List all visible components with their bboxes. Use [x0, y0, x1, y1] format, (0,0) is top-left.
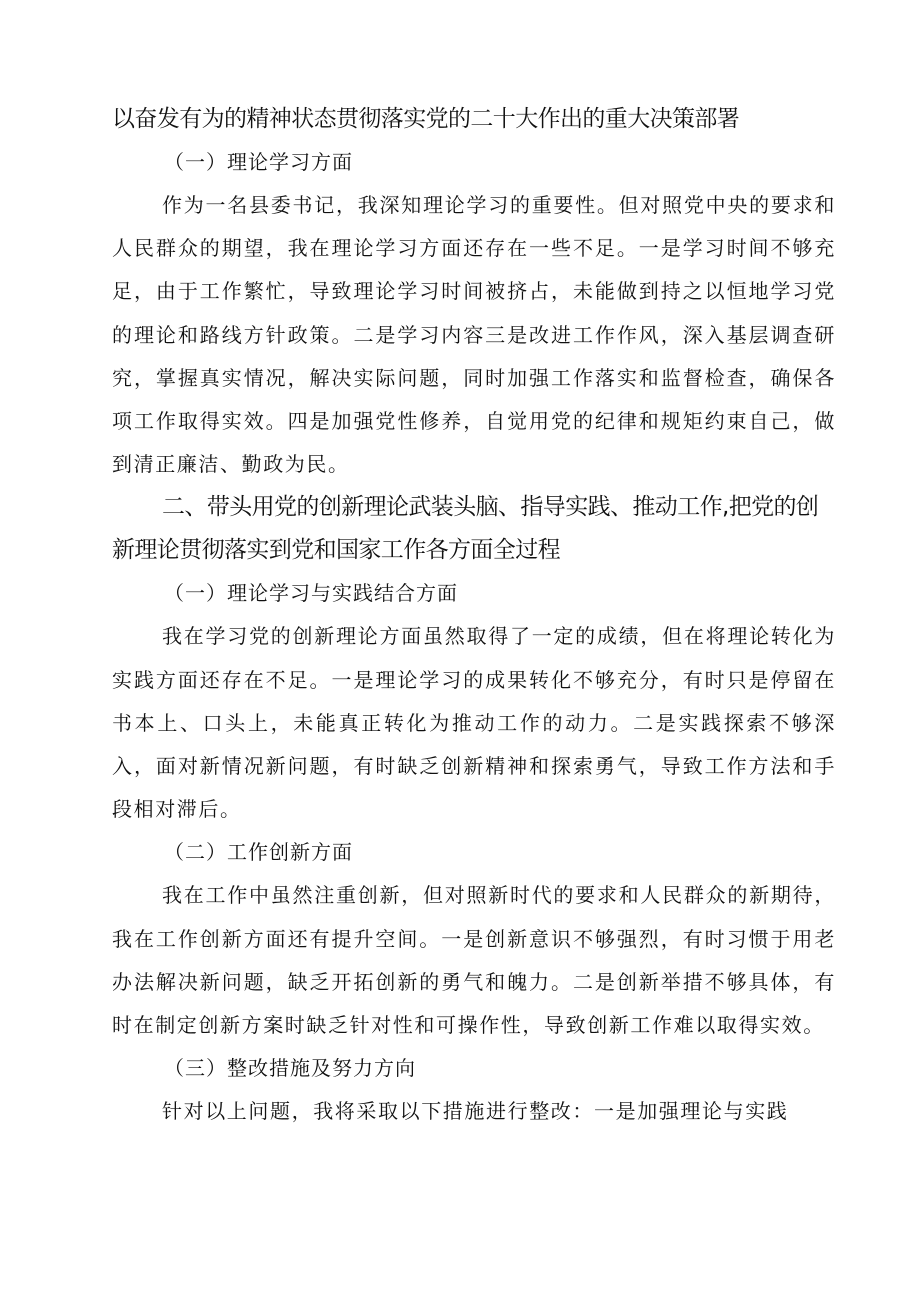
subsection-title: （三）整改措施及努力方向: [164, 1056, 416, 1081]
document-page: [112, 98, 836, 1133]
top-heading: 以奋发有为的精神状态贯彻落实党的二十大作出的重大决策部署: [112, 106, 740, 132]
subsection-title: （二）工作创新方面: [164, 840, 353, 865]
subsection-title: （一）理论学习方面: [164, 150, 353, 174]
paragraph: 我在工作中虽然注重创新，但对照新时代的要求和人民群众的新期待，我在工作创新方面还有提升空间。一是创新意识不够强烈，有时习惯于用老办法解决新问题，缺乏开拓创新的勇气和魄力。二是创新举措不够具体，有时在制定创新方案时缺乏针对性和可操作性，导致创新工作难以取得实效。: [112, 883, 836, 1038]
subsection-title: （一）理论学习与实践结合方面: [164, 581, 458, 606]
paragraph: 我在学习党的创新理论方面虽然取得了一定的成绩，但在将理论转化为实践方面还存在不足。一是理论学习的成果转化不够充分，有时只是停留在书本上、口头上，未能真正转化为推动工作的动力。二是实践探索不够深入，面对新情况新问题，有时缺乏创新精神和探索勇气，导致工作方法和手段相对滞后。: [112, 624, 836, 822]
paragraph: 针对以上问题，我将采取以下措施进行整改：一是加强理论与实践: [162, 1099, 789, 1124]
paragraph: 作为一名县委书记，我深知理论学习的重要性。但对照党中央的要求和人民群众的期望，我在理论学习方面还存在一些不足。一是学习时间不够充足，由于工作繁忙，导致理论学习时间被挤占，未能做到持之以恒地学习党的理论和路线方针政策。二是学习内容三是改进工作作风，深入基层调查研究，掌握真实情况，解决实际问题，同时加强工作落实和监督检查，确保各项工作取得实效。四是加强党性修养，自觉用党的纪律和规矩约束自己，做到清正廉洁、勤政为民。: [112, 193, 836, 477]
section-heading: 二、带头用党的创新理论武装头脑、指导实践、推动工作,把党的创新理论贯彻落实到党和国家工作各方面全过程: [112, 494, 819, 564]
